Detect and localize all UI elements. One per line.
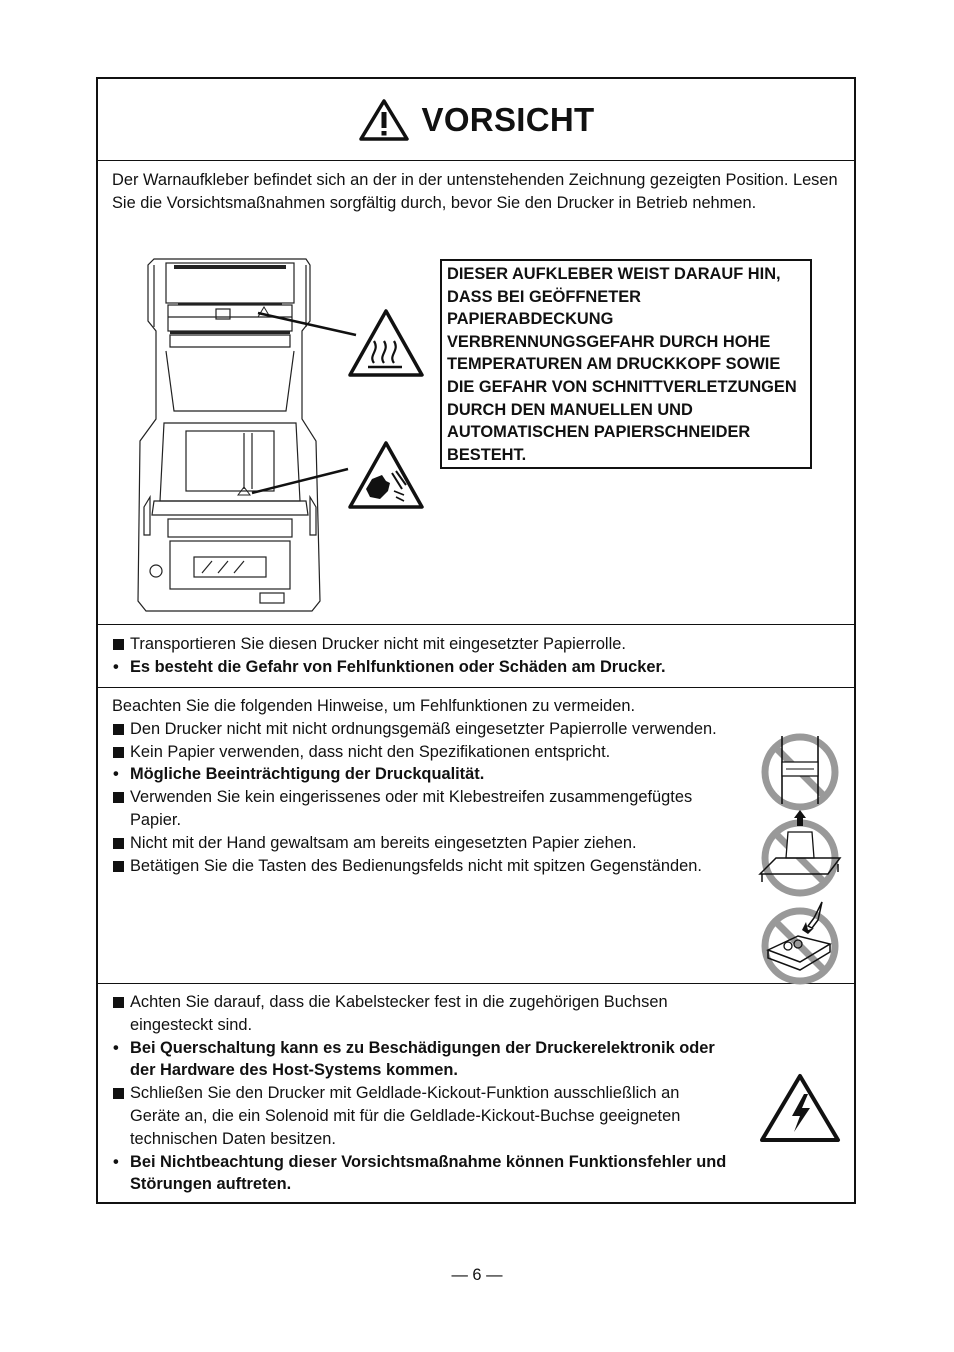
list-item: Nicht mit der Hand gewaltsam am bereits eingesetzten Papier ziehen. bbox=[112, 832, 732, 855]
list-item: • Bei Querschaltung kann es zu Beschädigungen der Druckerelektronik oder der Hardware des Host-Systems kommen. bbox=[112, 1037, 732, 1083]
malfunction-intro: Beachten Sie die folgenden Hinweise, um Fehlfunktionen zu vermeiden. bbox=[112, 697, 635, 715]
page-title: VORSICHT bbox=[421, 100, 595, 138]
list-item: Betätigen Sie die Tasten des Bedienungsfelds nicht mit spitzen Gegenständen. bbox=[112, 855, 732, 878]
page-number: — 6 — bbox=[451, 1266, 503, 1284]
sticker-section bbox=[98, 161, 854, 625]
list-item: Achten Sie darauf, dass die Kabelstecker fest in die zugehörigen Buchsen eingesteckt sind. bbox=[112, 991, 732, 1037]
list-item: Den Drucker nicht mit nicht ordnungsgemäß eingesetzter Papierrolle verwenden. bbox=[112, 718, 732, 741]
cutter-warning-icon bbox=[346, 439, 426, 511]
list-item: Schließen Sie den Drucker mit Geldlade-Kickout-Funktion ausschließlich an Geräte an, die ein Solenoid mit für die Geldlade-Kickout-Buchse geeigneten technischen Daten besitzen. bbox=[112, 1082, 732, 1150]
electric-shock-warning-icon bbox=[758, 1072, 842, 1144]
warning-triangle-icon bbox=[358, 98, 410, 142]
list-item: • Bei Nichtbeachtung dieser Vorsichtsmaßnahme können Funktionsfehler und Störungen auftreten. bbox=[112, 1151, 732, 1197]
no-improper-paper-roll-icon bbox=[758, 730, 842, 814]
list-item: • Es besteht die Gefahr von Fehlfunktionen oder Schäden am Drucker. bbox=[112, 656, 666, 679]
no-sharp-objects-icon bbox=[758, 900, 842, 986]
malfunction-list bbox=[112, 695, 732, 877]
sticker-warning-box: DIESER AUFKLEBER WEIST DARAUF HIN, DASS BEI GEÖFFNETER PAPIERABDECKUNG VERBRENNUNGSGEFAHR DURCH HOHE TEMPERATUREN AM DRUCKKOPF SOWIE DIE GEFAHR VON SCHNITTVERLETZUNGEN DURCH DEN MANUELLEN UND AUTOMATISCHEN PAPIERSCHNEIDER BESTEHT. bbox=[440, 259, 812, 469]
no-pulling-paper-icon bbox=[758, 808, 842, 904]
list-item: • Mögliche Beeinträchtigung der Druckqualität. bbox=[112, 763, 732, 786]
list-item: Transportieren Sie diesen Drucker nicht mit eingesetzter Papierrolle. bbox=[112, 633, 666, 656]
malfunction-section bbox=[98, 688, 854, 984]
caution-box bbox=[96, 77, 856, 1204]
list-item: Verwenden Sie kein eingerissenes oder mit Klebestreifen zusammengefügtes Papier. bbox=[112, 786, 732, 832]
cable-list bbox=[112, 991, 732, 1196]
caution-header bbox=[98, 79, 854, 161]
transport-section bbox=[98, 625, 854, 688]
sticker-intro-text: Der Warnaufkleber befindet sich an der in der untenstehenden Zeichnung gezeigten Position. Lesen Sie die Vorsichtsmaßnahmen sorgfältig durch, bevor Sie den Drucker in Betrieb nehmen. bbox=[112, 171, 838, 212]
transport-list bbox=[112, 633, 666, 679]
cable-section bbox=[98, 984, 854, 1206]
printer-illustration bbox=[134, 251, 326, 613]
list-item: Kein Papier verwenden, dass nicht den Spezifikationen entspricht. bbox=[112, 741, 732, 764]
hot-surface-warning-icon bbox=[346, 307, 426, 379]
